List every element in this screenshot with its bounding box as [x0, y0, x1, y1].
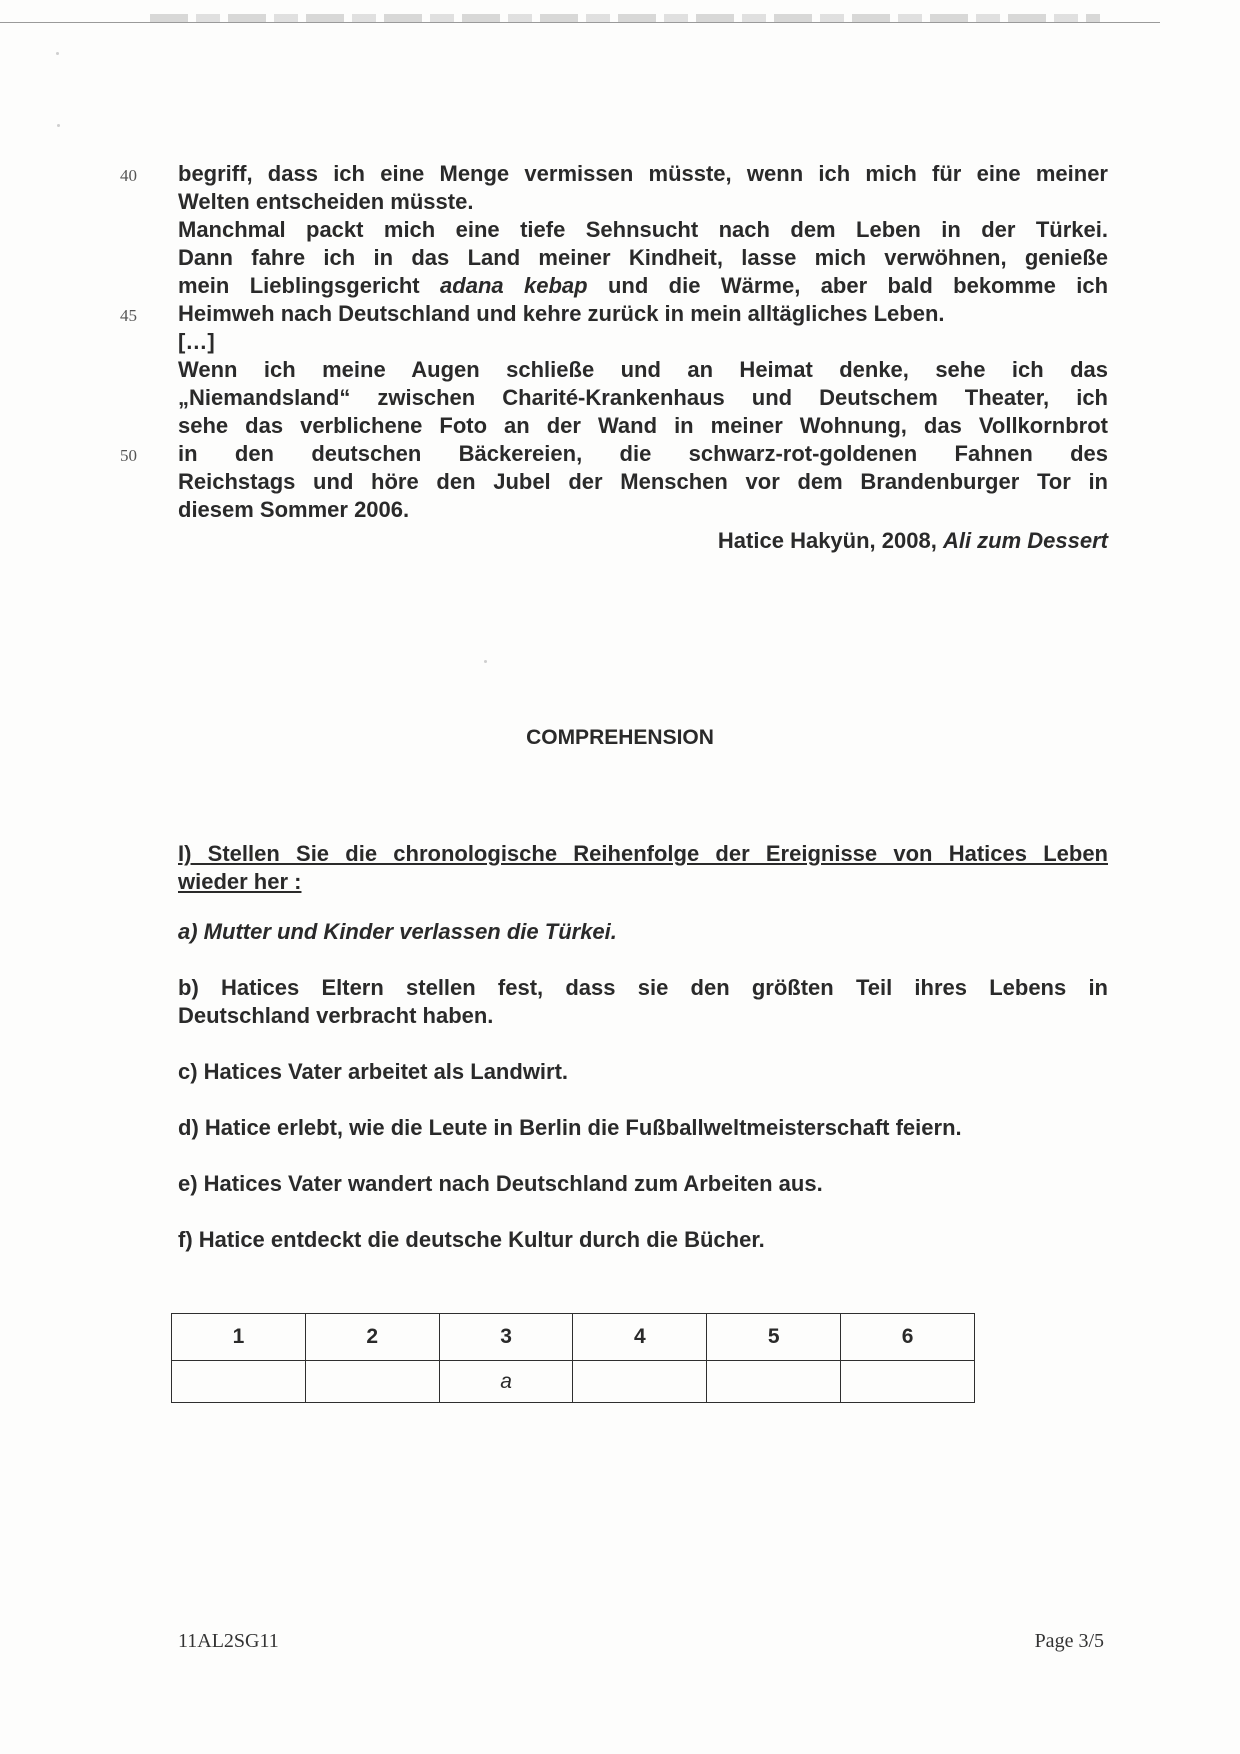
section-title: COMPREHENSION: [526, 726, 714, 749]
passage-text-segment: und die Wärme, aber bald bekomme ich: [587, 273, 1109, 298]
cut-off-previous-line: [150, 14, 1100, 22]
scan-speck: [484, 660, 487, 663]
question-line: wieder her :: [178, 869, 302, 894]
dish-name: adana kebap: [440, 273, 588, 298]
top-rule: [0, 22, 1160, 23]
line-number: 50: [120, 446, 137, 465]
attribution-title: Ali zum Dessert: [942, 528, 1108, 553]
option-d: [178, 1114, 1108, 1142]
page-number: Page 3/5: [1034, 1630, 1104, 1652]
position-cell: 1: [172, 1314, 306, 1361]
option-f: [178, 1226, 1108, 1254]
option-e: [178, 1170, 1108, 1198]
line-number: 40: [120, 166, 137, 185]
attribution-author: Hatice Hakyün, 2008,: [717, 528, 943, 553]
answer-table-value-row: [172, 1361, 975, 1403]
passage-text-segment: mein Lieblingsgericht: [178, 273, 441, 298]
passage-line: Reichstags und höre den Jubel der Menschen vor dem Brandenburger Tor in: [178, 469, 1108, 494]
answer-cell: a: [439, 1361, 573, 1403]
option-text: c) Hatices Vater arbeitet als Landwirt.: [178, 1059, 569, 1084]
option-text: e) Hatices Vater wandert nach Deutschland zum Arbeiten aus.: [178, 1171, 823, 1196]
passage-line: diesem Sommer 2006.: [178, 497, 410, 522]
position-cell: 2: [305, 1314, 439, 1361]
option-text: f) Hatice entdeckt die deutsche Kultur durch die Bücher.: [178, 1227, 765, 1252]
position-cell: 5: [707, 1314, 841, 1361]
passage-line: Wenn ich meine Augen schließe und an Heimat denke, sehe ich das: [178, 357, 1108, 382]
answer-cell: [707, 1361, 841, 1403]
source-attribution: [718, 528, 1108, 554]
passage-line: Heimweh nach Deutschland und kehre zurück in mein alltägliches Leben.: [178, 301, 945, 326]
passage-line: sehe das verblichene Foto an der Wand in meiner Wohnung, das Vollkornbrot: [178, 413, 1108, 438]
option-text: a) Mutter und Kinder verlassen die Türkei.: [178, 919, 617, 944]
question-line: I) Stellen Sie die chronologische Reihenfolge der Ereignisse von Hatices Leben: [178, 841, 1108, 866]
exam-code: 11AL2SG11: [178, 1630, 279, 1652]
option-c: [178, 1058, 1108, 1086]
position-cell: 4: [573, 1314, 707, 1361]
scan-speck: [56, 52, 59, 55]
passage-line: Manchmal packt mich eine tiefe Sehnsucht nach dem Leben in der Türkei.: [178, 217, 1108, 242]
passage-line: Welten entscheiden müsste.: [178, 189, 474, 214]
passage-line: „Niemandsland“ zwischen Charité-Krankenhaus und Deutschem Theater, ich: [178, 385, 1108, 410]
passage-line: in den deutschen Bäckereien, die schwarz-rot-goldenen Fahnen des: [178, 441, 1108, 466]
passage-line: […]: [178, 329, 215, 354]
position-cell: 3: [439, 1314, 573, 1361]
answer-table: [171, 1313, 975, 1403]
scan-speck: [57, 124, 60, 127]
answer-cell: [573, 1361, 707, 1403]
position-cell: 6: [841, 1314, 975, 1361]
option-b: [178, 974, 1108, 1030]
passage-line: begriff, dass ich eine Menge vermissen müsste, wenn ich mich für eine meiner: [178, 161, 1108, 186]
passage-text: [178, 160, 1108, 524]
option-text: b) Hatices Eltern stellen fest, dass sie den größten Teil ihres Lebens in: [178, 975, 1108, 1000]
passage-line: Dann fahre ich in das Land meiner Kindheit, lasse mich verwöhnen, genieße: [178, 245, 1108, 270]
answer-cell: [841, 1361, 975, 1403]
option-text: d) Hatice erlebt, wie die Leute in Berlin die Fußballweltmeisterschaft feiern.: [178, 1115, 962, 1140]
question-heading: [178, 840, 1108, 896]
answer-cell: [305, 1361, 439, 1403]
option-a: [178, 918, 1108, 946]
line-number: 45: [120, 306, 137, 325]
answer-table-header-row: [172, 1314, 975, 1361]
answer-cell: [172, 1361, 306, 1403]
option-text: Deutschland verbracht haben.: [178, 1003, 494, 1028]
passage-line: [178, 272, 1108, 300]
